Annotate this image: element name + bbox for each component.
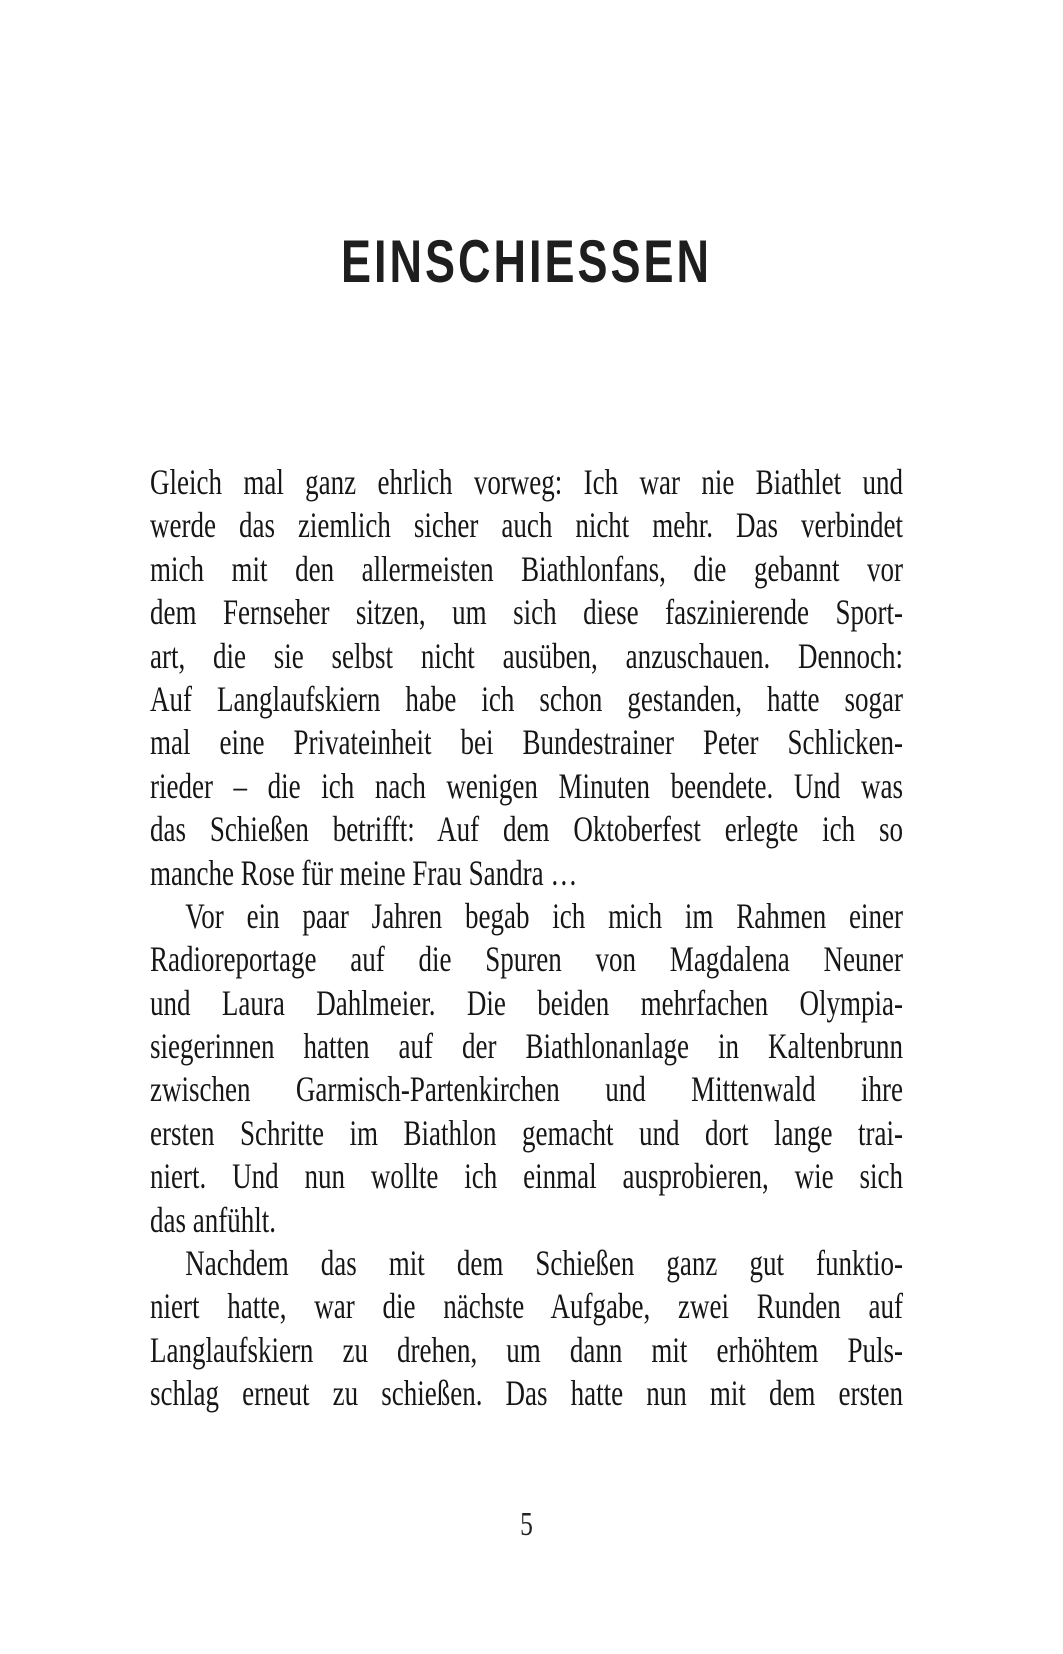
text-line: niert. Und nun wollte ich einmal ausprobieren, wie sich <box>150 1156 903 1197</box>
text-line: das anfühlt. <box>150 1199 276 1240</box>
text-line: und Laura Dahlmeier. Die beiden mehrfachen Olympia- <box>150 982 903 1023</box>
chapter-title: EINSCHIESSEN <box>340 228 713 296</box>
page-number: 5 <box>520 1506 533 1543</box>
text-line: niert hatte, war die nächste Aufgabe, zwei Runden auf <box>150 1286 903 1327</box>
text-line: Auf Langlaufskiern habe ich schon gestanden, hatte sogar <box>150 678 903 719</box>
text-line: siegerinnen hatten auf der Biathlonanlage in Kaltenbrunn <box>150 1026 903 1067</box>
text-line: zwischen Garmisch-Partenkirchen und Mittenwald ihre <box>150 1069 903 1110</box>
text-line: art, die sie selbst nicht ausüben, anzuschauen. Dennoch: <box>150 635 903 676</box>
text-line: Radioreportage auf die Spuren von Magdalena Neuner <box>150 939 903 980</box>
text-line: manche Rose für meine Frau Sandra … <box>150 852 578 893</box>
text-line: Gleich mal ganz ehrlich vorweg: Ich war nie Biathlet und <box>150 462 903 502</box>
text-line: Langlaufskiern zu drehen, um dann mit erhöhtem Puls- <box>150 1329 903 1370</box>
body-text <box>150 461 903 1416</box>
text-line: dem Fernseher sitzen, um sich diese faszinierende Sport- <box>150 592 903 633</box>
text-line: rieder – die ich nach wenigen Minuten beendete. Und was <box>150 765 903 806</box>
text-line: das Schießen betrifft: Auf dem Oktoberfest erlegte ich so <box>150 809 903 850</box>
text-line: Nachdem das mit dem Schießen ganz gut funktio- <box>185 1243 903 1284</box>
text-line: mal eine Privateinheit bei Bundestrainer Peter Schlicken- <box>150 722 903 763</box>
text-line: werde das ziemlich sicher auch nicht mehr. Das verbindet <box>150 505 903 546</box>
text-line: mich mit den allermeisten Biathlonfans, die gebannt vor <box>150 548 903 589</box>
text-line: Vor ein paar Jahren begab ich mich im Rahmen einer <box>185 895 903 936</box>
text-line: schlag erneut zu schießen. Das hatte nun mit dem ersten <box>150 1373 903 1414</box>
text-line: ersten Schritte im Biathlon gemacht und dort lange trai- <box>150 1112 903 1153</box>
